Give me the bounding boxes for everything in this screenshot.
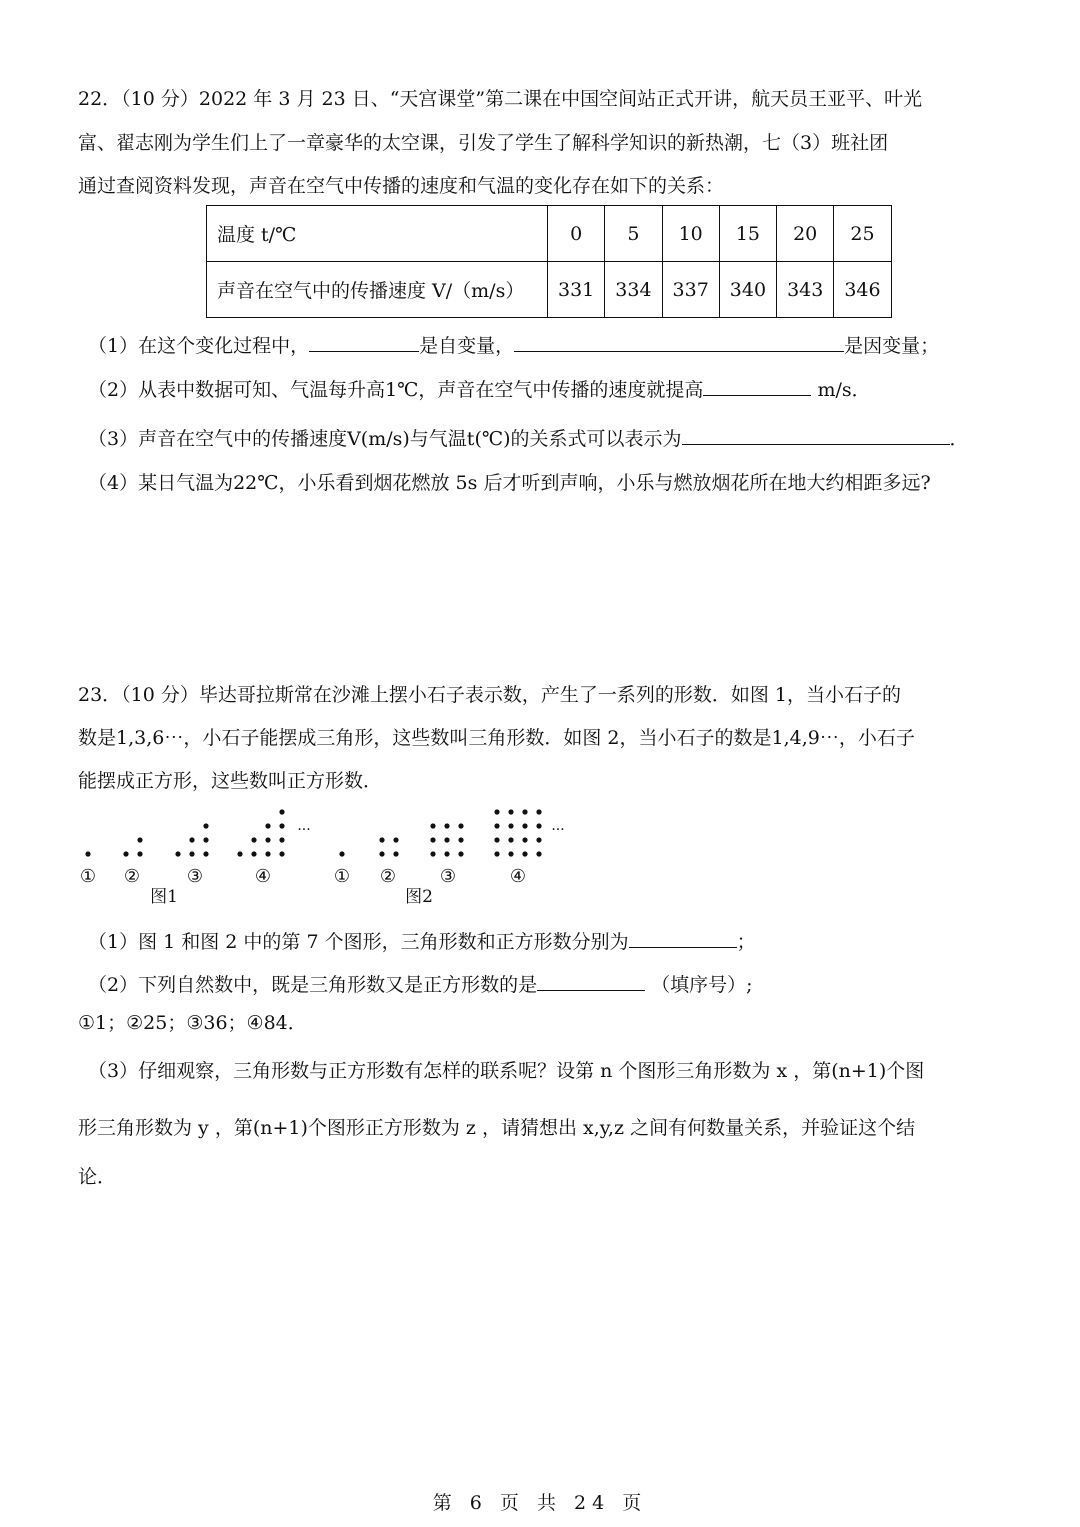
triangular-dot [251,851,256,856]
square-dot [522,809,527,814]
square-dot [508,809,513,814]
triangular-dot [189,851,194,856]
q22-part3-text-a: （3）声音在空气中的传播速度V(m/s)与气温t(℃)的关系式可以表示为 [88,428,682,450]
square-dot [393,851,398,856]
table-cell: 340 [719,262,776,318]
square-dot [379,851,384,856]
q22-intro-line3: 通过查阅资料发现，声音在空气中传播的速度和气温的变化存在如下的关系： [78,175,725,197]
q23-part2 [88,972,753,995]
figure1-caption: 图1 [150,887,178,907]
square-dot [430,823,435,828]
square-dot [458,851,463,856]
square-dot [430,851,435,856]
q23-part2-options: ①1；②25；③36；④84． [78,1012,307,1034]
answer-blank[interactable] [682,426,950,445]
triangular-dot [265,851,270,856]
triangular-dot [237,851,242,856]
q22-part2 [88,377,871,400]
table-cell: 25 [834,206,891,262]
square-dot [536,809,541,814]
figure-label: ② [379,866,397,887]
triangular-dot [189,837,194,842]
triangular-dot [265,837,270,842]
q23-part3-line1: （3）仔细观察，三角形数与正方形数有怎样的联系呢？设第 n 个图形三角形数为 x ，第(n+1)个图 [88,1060,925,1082]
square-dot [508,823,513,828]
square-dot [494,809,499,814]
table-cell: 334 [605,262,662,318]
temperature-header: 温度 t/℃ [207,206,548,262]
triangular-dot [203,823,208,828]
q23-part2-text-a: （2）下列自然数中，既是三角形数又是正方形数的是 [88,974,538,996]
q22-part3 [88,426,969,449]
q22-part2-text-b: m/s． [817,379,871,401]
answer-blank[interactable] [309,333,419,352]
square-dot [458,823,463,828]
figurate-numbers-figure [0,790,1080,910]
table-cell: 0 [548,206,605,262]
q22-part1-text-c: 是因变量； [844,335,940,357]
square-dot [508,851,513,856]
table-row [207,262,892,318]
triangular-dot [265,823,270,828]
q23-intro-line1: 23．（10 分）毕达哥拉斯常在沙滩上摆小石子表示数，产生了一系列的形数．如图 1，当小石子的 [78,684,902,706]
square-dot [494,837,499,842]
figure-label: ④ [509,866,527,887]
q22-part1 [88,333,939,356]
table-cell: 20 [777,206,834,262]
figure2-caption: 图2 [405,887,433,907]
table-cell: 15 [719,206,776,262]
q22-part1-text-a: （1）在这个变化过程中， [88,335,310,357]
square-dot [444,851,449,856]
q23-intro-line2: 数是1,3,6⋯，小石子能摆成三角形，这些数叫三角形数．如图 2，当小石子的数是1,4,9⋯，小石子 [78,727,915,749]
square-dot [522,823,527,828]
q22-part4: （4）某日气温为22℃，小乐看到烟花燃放 5s 后才听到声响，小乐与燃放烟花所在地大约相距多远? [88,472,931,494]
answer-blank[interactable] [537,972,645,991]
table-cell: 5 [605,206,662,262]
answer-blank[interactable] [629,929,737,948]
triangular-dot [137,837,142,842]
table-cell: 337 [662,262,719,318]
table-cell: 331 [548,262,605,318]
triangular-dot [175,851,180,856]
triangular-dot [85,851,90,856]
square-dot [458,837,463,842]
q23-part1 [88,929,756,952]
figure-label: ④ [254,866,272,887]
q23-part3-line3: 论． [78,1166,117,1188]
q22-intro-line1: 22．（10 分）2022 年 3 月 23 日、“天宫课堂”第二课在中国空间站正式开讲，航天员王亚平、叶光 [78,88,923,110]
speed-temperature-table [206,205,892,318]
square-dot [536,851,541,856]
ellipsis: ··· [551,822,565,838]
q22-part2-text-a: （2）从表中数据可知、气温每升高1℃，声音在空气中传播的速度就提高 [88,379,704,401]
q23-part1-text-b: ； [736,931,756,953]
triangular-dot [203,837,208,842]
figure-label: ② [123,866,141,887]
square-dot [339,851,344,856]
square-dot [494,851,499,856]
triangular-dot [251,837,256,842]
square-dot [536,837,541,842]
ellipsis: ··· [297,822,311,838]
q22-intro-line2: 富、翟志刚为学生们上了一章豪华的太空课，引发了学生了解科学知识的新热潮，七（3）班社团 [78,132,889,154]
page-footer: 第 6 页 共 24 页 [432,1492,648,1514]
triangular-dot [279,837,284,842]
triangular-dot [279,823,284,828]
figure-label: ① [333,866,351,887]
square-dot [444,823,449,828]
q22-part3-text-b: ． [949,428,969,450]
triangular-dot [279,809,284,814]
triangular-dot [203,851,208,856]
square-dot [522,851,527,856]
table-cell: 10 [662,206,719,262]
square-dot [494,823,499,828]
table-cell: 343 [777,262,834,318]
square-dot [508,837,513,842]
square-dot [444,837,449,842]
q23-part2-text-b: （填序号）; [651,974,753,996]
table-row [207,206,892,262]
figure-label: ③ [439,866,457,887]
q22-part1-text-b: 是自变量， [419,335,515,357]
table-cell: 346 [834,262,891,318]
speed-header: 声音在空气中的传播速度 V/（m/s） [207,262,548,318]
square-dot [393,837,398,842]
answer-blank[interactable] [514,333,844,352]
figure-label: ① [79,866,97,887]
figure-label: ③ [186,866,204,887]
triangular-dot [123,851,128,856]
q23-part1-text-a: （1）图 1 和图 2 中的第 7 个图形，三角形数和正方形数分别为 [88,931,629,953]
q23-part3-line2: 形三角形数为 y ，第(n+1)个图形正方形数为 z ，请猜想出 x,y,z 之间有何数量关系，并验证这个结 [78,1117,916,1139]
q23-intro-line3: 能摆成正方形，这些数叫正方形数． [78,770,383,792]
square-dot [536,823,541,828]
square-dot [430,837,435,842]
square-dot [522,837,527,842]
triangular-dot [279,851,284,856]
triangular-dot [137,851,142,856]
answer-blank[interactable] [703,377,811,396]
square-dot [379,837,384,842]
